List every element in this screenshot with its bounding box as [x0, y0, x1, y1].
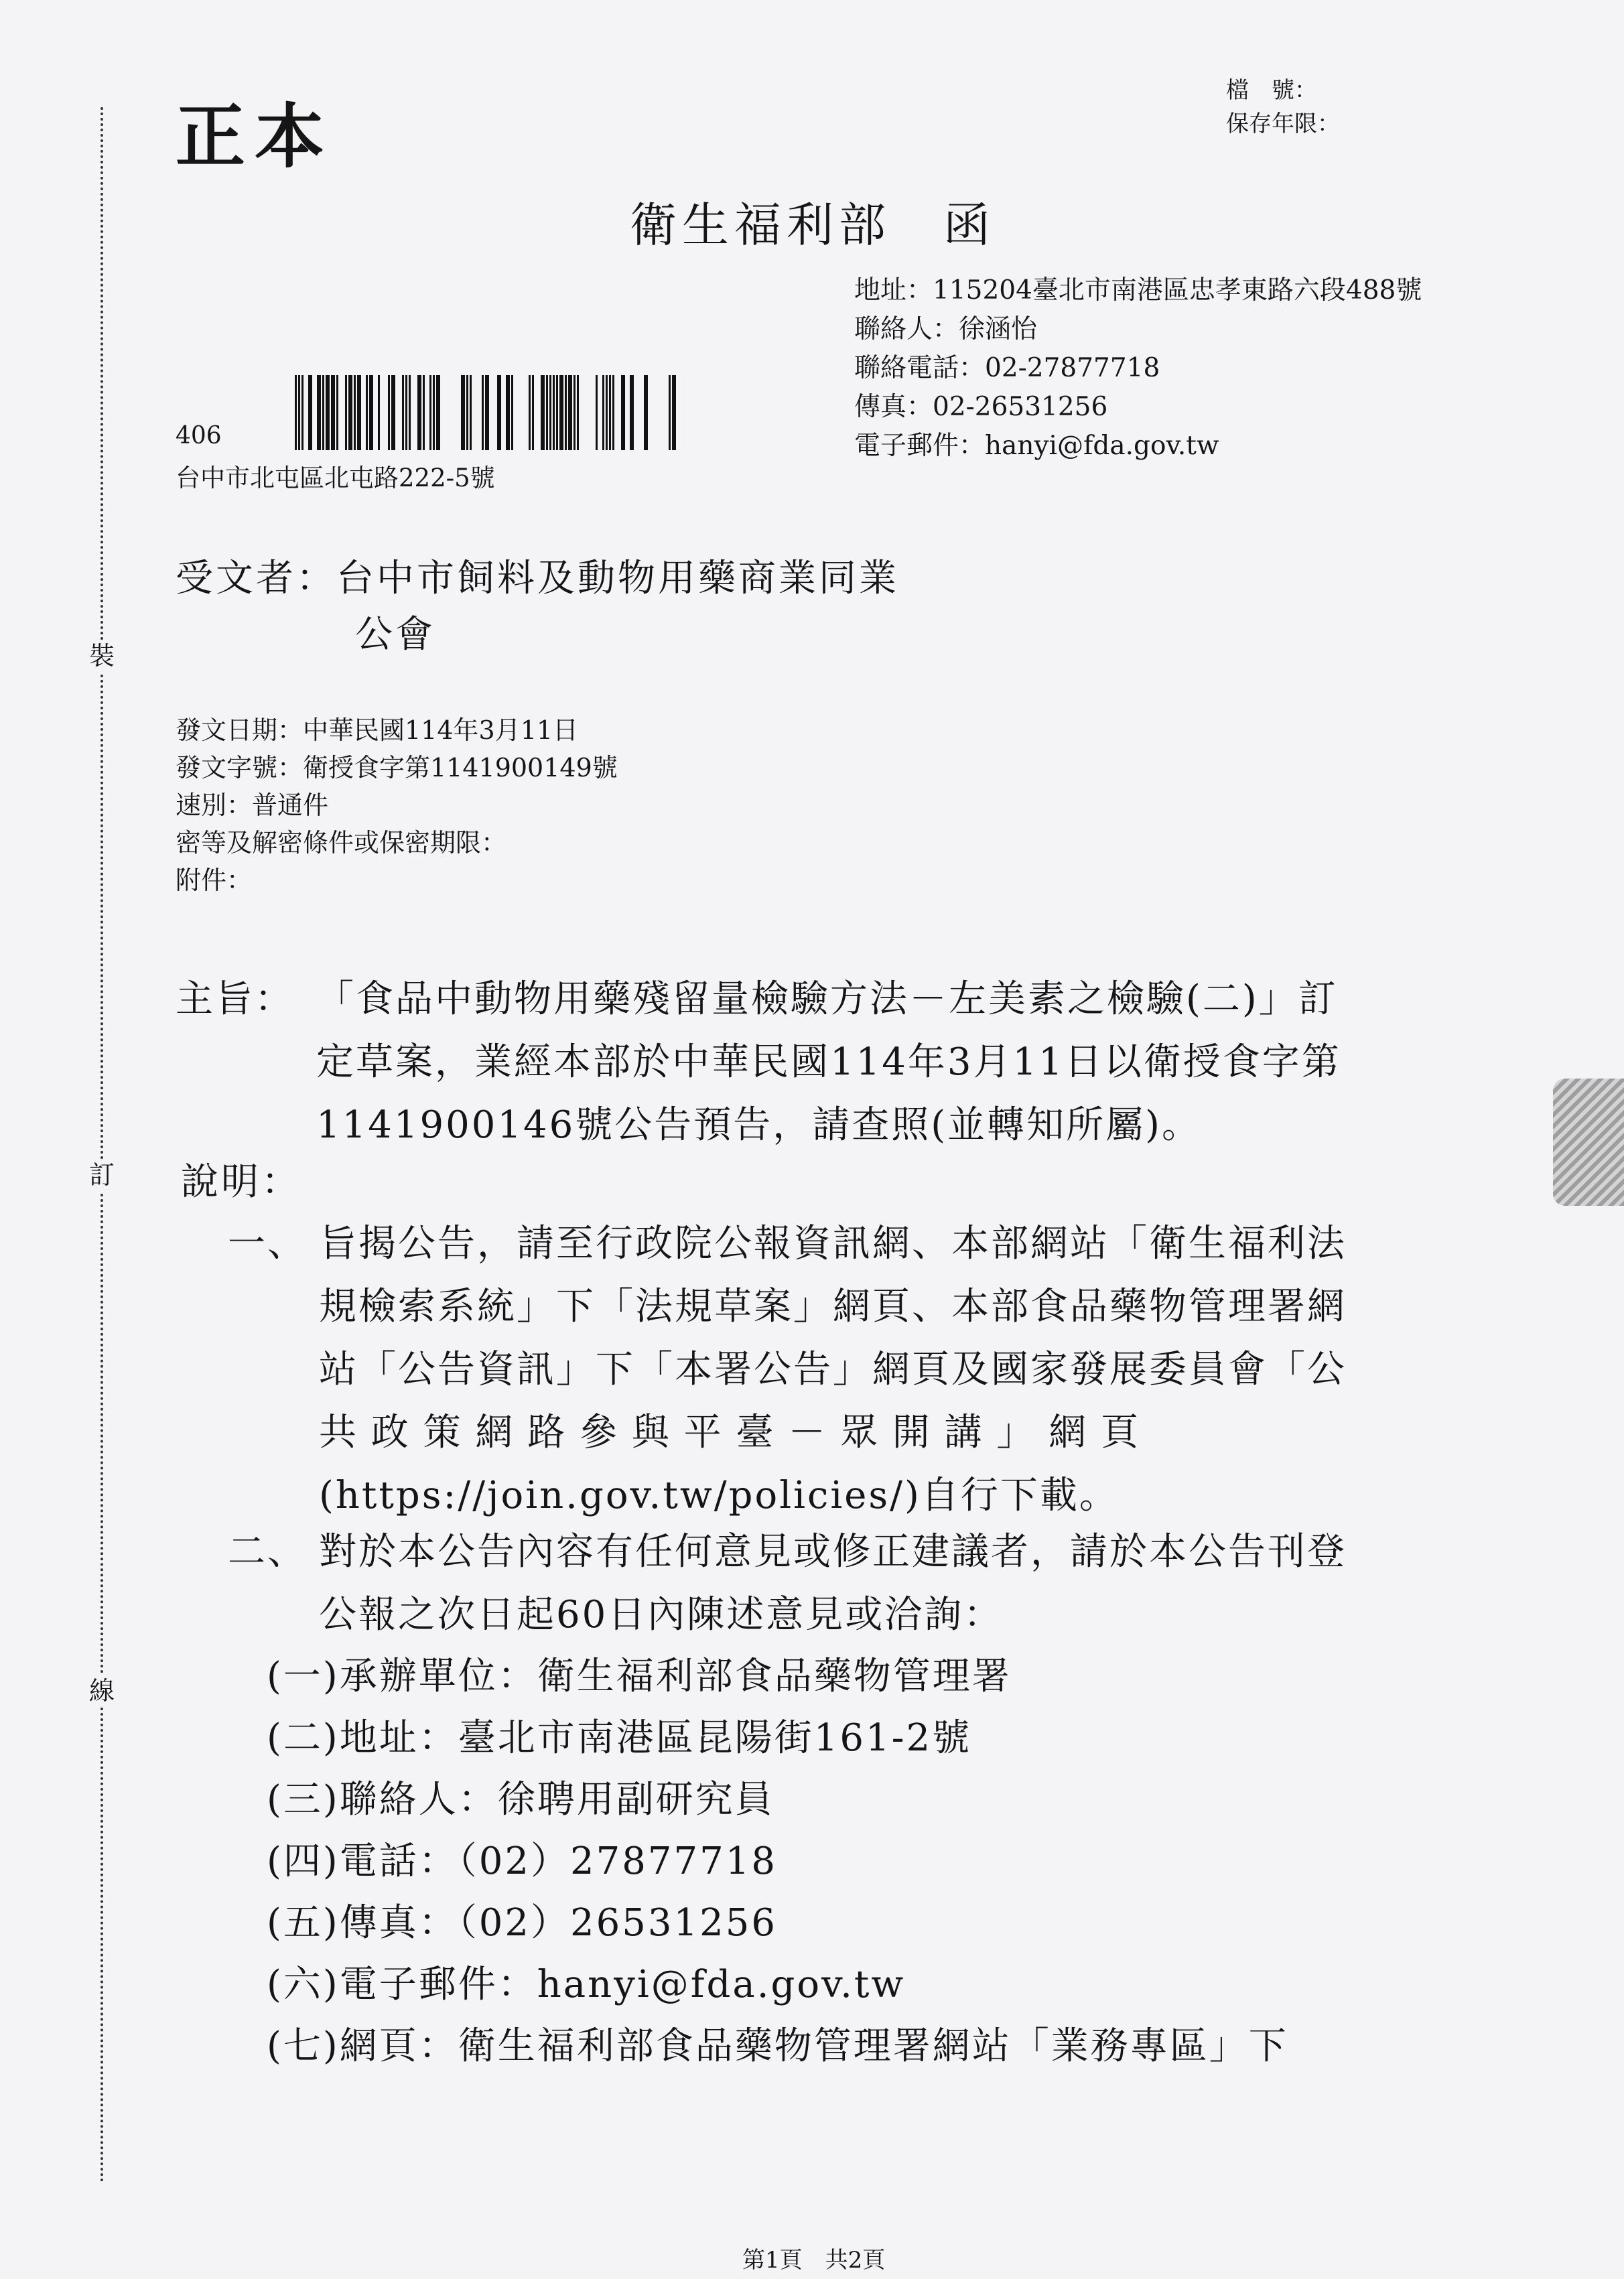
subitem-6: (六)電子郵件：hanyi@fda.gov.tw — [267, 1963, 906, 2006]
contact-email: 電子郵件：hanyi@fda.gov.tw — [854, 431, 1219, 461]
file-number-label: 檔 號： — [1226, 77, 1317, 104]
retention-label: 保存年限： — [1226, 111, 1340, 137]
issue-attachment: 附件： — [176, 866, 253, 895]
issue-speed: 速別：普通件 — [176, 790, 329, 820]
subitem-3: (三)聯絡人：徐聘用副研究員 — [267, 1778, 774, 1821]
binding-line — [100, 107, 103, 2184]
subject-label: 主旨： — [176, 977, 294, 1021]
contact-phone: 聯絡電話：02-27877718 — [854, 353, 1160, 383]
explanation-label: 說明： — [181, 1160, 301, 1204]
contact-fax: 傳真：02-26531256 — [854, 392, 1108, 422]
original-copy-mark: 正本 — [176, 95, 334, 178]
document-title: 衛生福利部 函 — [630, 198, 996, 253]
recipient-block — [176, 551, 899, 663]
item-1-text — [319, 1213, 1487, 1527]
item-1-line-5: (https://join.gov.tw/policies/)自行下載。 — [319, 1474, 1119, 1517]
page-footer: 第1頁 共2頁 — [742, 2247, 886, 2274]
subitem-4: (四)電話：（02）27877718 — [267, 1840, 777, 1883]
item-2-line-2: 公報之次日起60日內陳述意見或洽詢： — [319, 1593, 1004, 1637]
subitem-7: (七)網頁：衛生福利部食品藥物管理署網站「業務專區」下 — [267, 2024, 1288, 2068]
issue-security: 密等及解密條件或保密期限： — [176, 828, 507, 857]
item-2-line-1: 對於本公告內容有任何意見或修正建議者，請於本公告刊登 — [319, 1530, 1347, 1574]
subitem-1: (一)承辦單位：衛生福利部食品藥物管理署 — [267, 1655, 1012, 1698]
contact-person: 聯絡人：徐涵怡 — [854, 314, 1038, 344]
item-2-text — [319, 1521, 1487, 1647]
sender-contact-block — [854, 271, 1422, 466]
item-1-number: 一、 — [228, 1222, 307, 1265]
file-meta — [1226, 74, 1340, 141]
recipient-line-1: 受文者：台中市飼料及動物用藥商業同業 — [176, 557, 899, 600]
item-2-number: 二、 — [228, 1530, 307, 1574]
item-1-line-4: 共 政 策 網 路 參 與 平 臺 － 眾 開 講 」 網 頁 — [319, 1411, 1140, 1454]
binding-char-ding: 訂 — [86, 1159, 118, 1191]
binding-char-xian: 線 — [86, 1675, 118, 1707]
mailing-zip: 406 — [176, 422, 222, 450]
sender-address: 地址：115204臺北市南港區忠孝東路六段488號 — [854, 275, 1422, 305]
subject-line-1: 「食品中動物用藥殘留量檢驗方法－左美素之檢驗(二)」訂 — [316, 977, 1338, 1021]
issue-number: 發文字號：衛授食字第1141900149號 — [176, 753, 618, 782]
edge-stamp-mark — [1553, 1079, 1624, 1206]
binding-char-zhuang: 裝 — [86, 640, 118, 672]
subject-line-3: 1141900146號公告預告，請查照(並轉知所屬)。 — [316, 1103, 1201, 1147]
item-1-line-3: 站「公告資訊」下「本署公告」網頁及國家發展委員會「公 — [319, 1348, 1347, 1391]
issue-info-block — [176, 711, 618, 899]
item-1-line-2: 規檢索系統」下「法規草案」網頁、本部食品藥物管理署網 — [319, 1285, 1347, 1328]
recipient-line-2: 公會 — [355, 613, 435, 657]
postal-barcode — [295, 375, 677, 450]
subject-line-2: 定草案，業經本部於中華民國114年3月11日以衛授食字第 — [316, 1040, 1341, 1084]
mailing-address: 台中市北屯區北屯路222-5號 — [176, 464, 495, 492]
item-1-line-1: 旨揭公告，請至行政院公報資訊網、本部網站「衛生福利法 — [319, 1222, 1347, 1265]
issue-date: 發文日期：中華民國114年3月11日 — [176, 715, 579, 745]
subitem-5: (五)傳真：（02）26531256 — [267, 1901, 777, 1945]
subject-text — [316, 968, 1482, 1157]
subitem-2: (二)地址：臺北市南港區昆陽街161-2號 — [267, 1716, 972, 1760]
